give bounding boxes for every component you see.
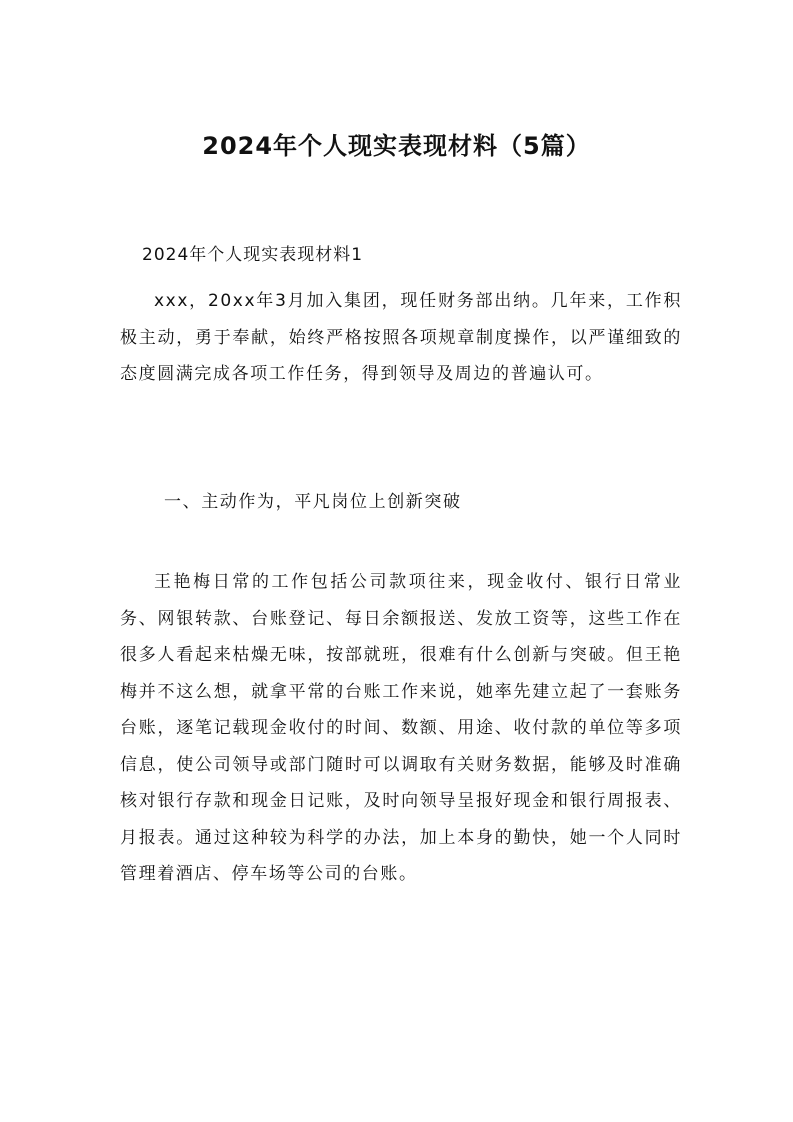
section-title: 2024年个人现实表现材料1 xyxy=(142,245,364,265)
subheading-1: 一、主动作为，平凡岗位上创新突破 xyxy=(164,492,462,512)
paragraph-intro: xxx，20xx年3月加入集团，现任财务部出纳。几年来，工作积极主动，勇于奉献，始终严格按照各项规章制度操作，以严谨细致的态度圆满完成各项工作任务，得到领导及周边的普遍认可。 xyxy=(120,291,682,384)
paragraph-body: 王艳梅日常的工作包括公司款项往来，现金收付、银行日常业务、网银转款、台账登记、每日余额报送、发放工资等，这些工作在很多人看起来枯燥无味，按部就班，很难有什么创新与突破。但王艳梅并不这么想，就拿平常的台账工作来说，她率先建立起了一套账务台账，逐笔记载现金收付的时间、数额、用途、收付款的单位等多项信息，使公司领导或部门随时可以调取有关财务数据，能够及时准确核对银行存款和现金日记账，及时向领导呈报好现金和银行周报表、月报表。通过这种较为科学的办法，加上本身的勤快，她一个人同时管理着酒店、停车场等公司的台账。 xyxy=(120,572,682,884)
document-title: 2024年个人现实表现材料（5篇） xyxy=(202,132,591,160)
